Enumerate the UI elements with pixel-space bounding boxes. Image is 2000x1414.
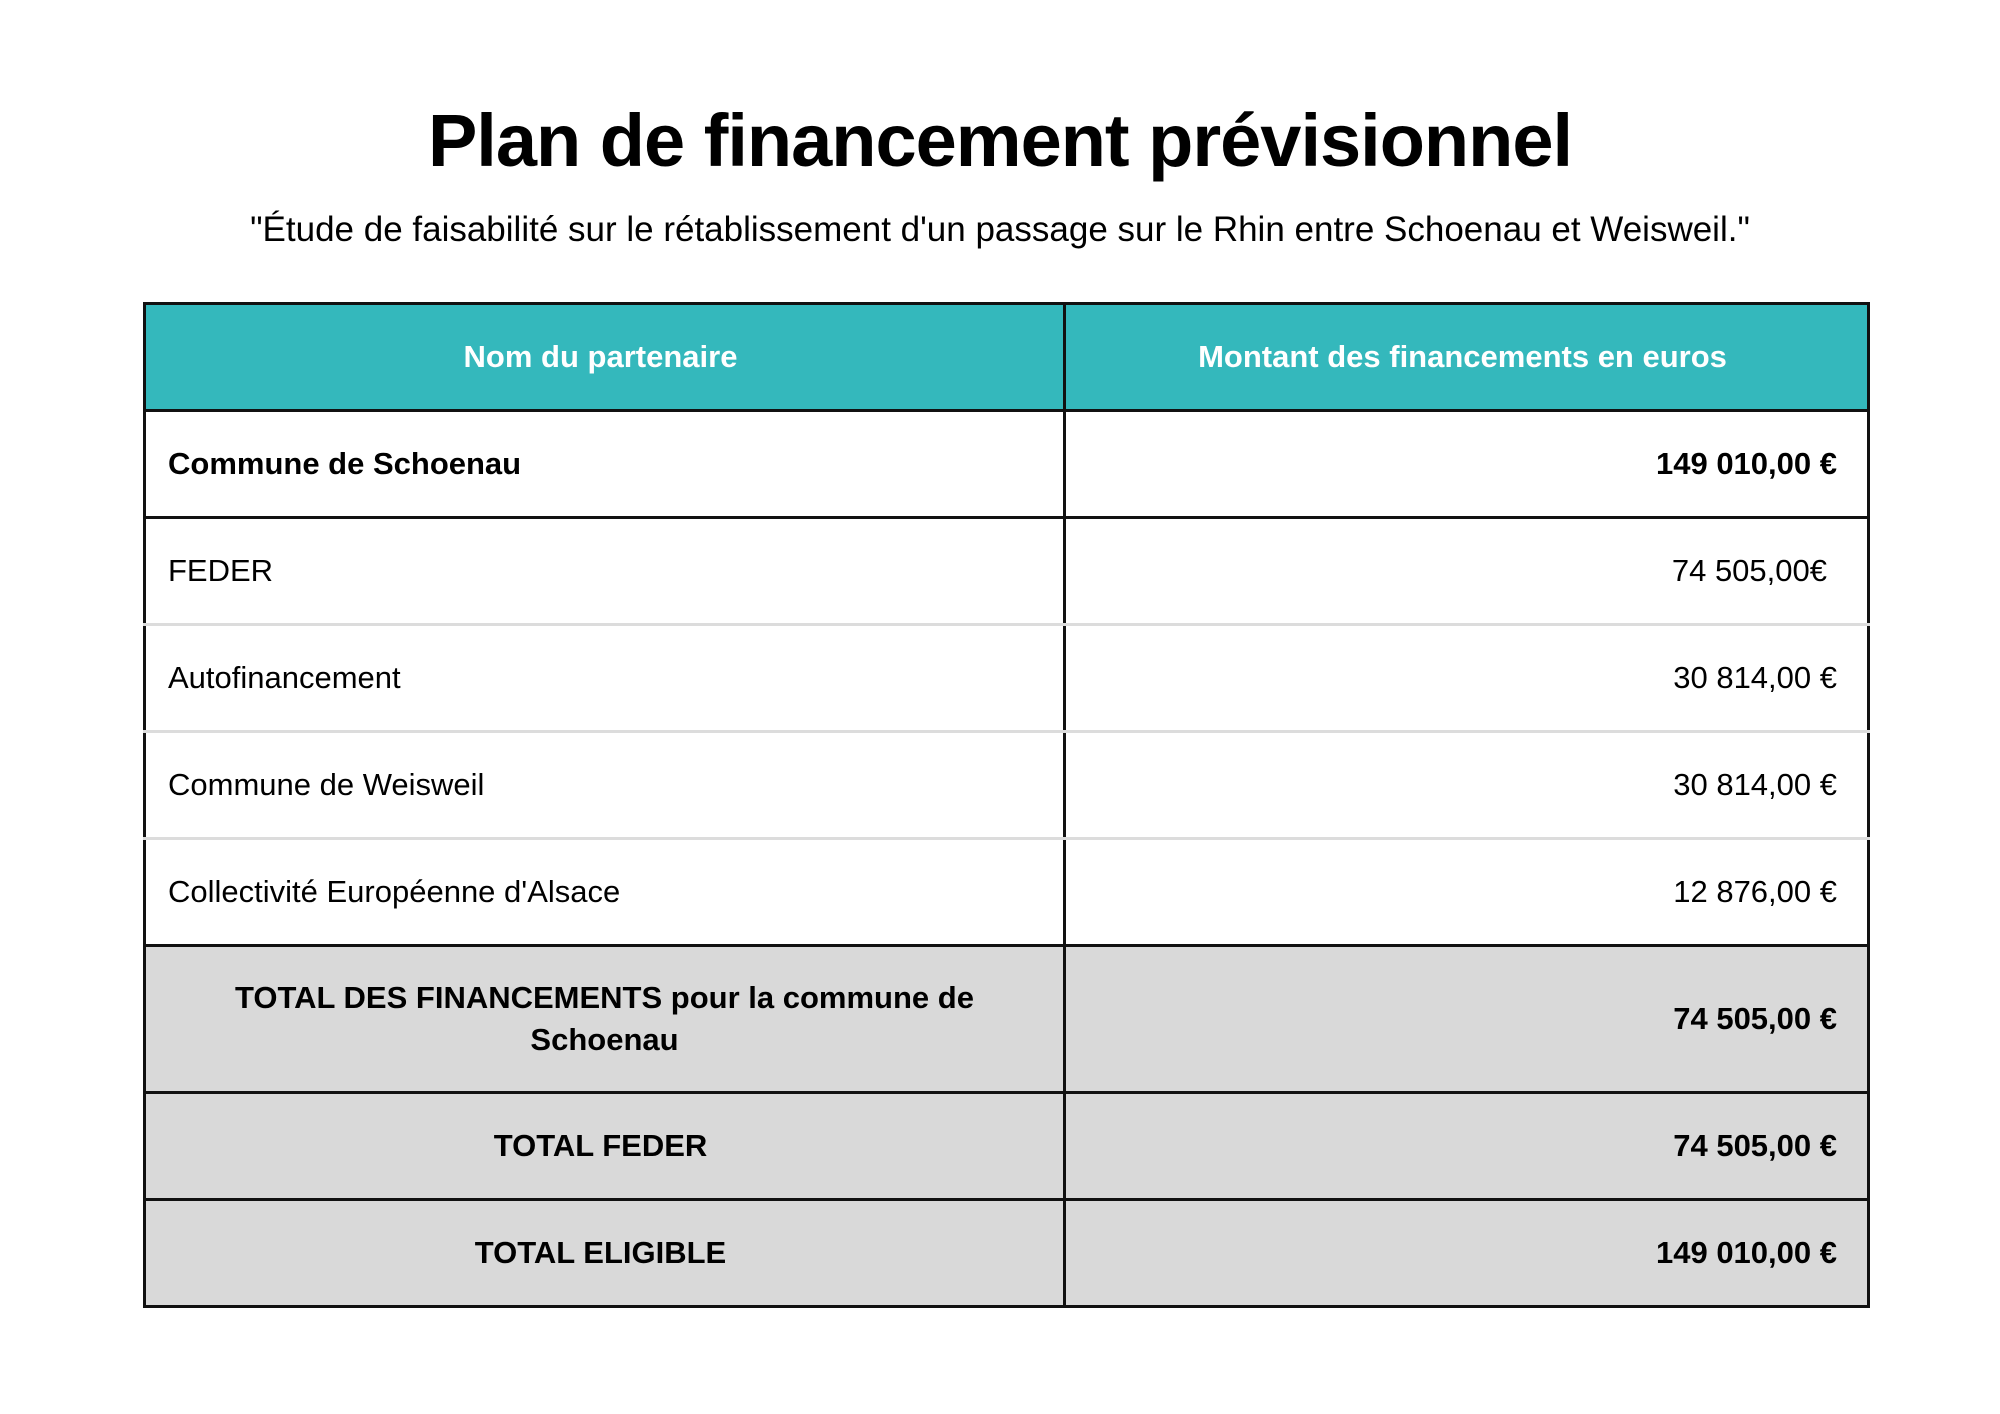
partner-name: FEDER: [145, 518, 1065, 625]
partner-name: Collectivité Européenne d'Alsace: [145, 839, 1065, 946]
partner-amount: 74 505,00€: [1065, 518, 1869, 625]
partner-name: Commune de Schoenau: [145, 411, 1065, 518]
partner-amount: 30 814,00 €: [1065, 732, 1869, 839]
total-row: [145, 946, 1869, 1093]
header-amount: Montant des financements en euros: [1065, 304, 1869, 411]
total-label: TOTAL DES FINANCEMENTS pour la commune de Schoenau: [145, 946, 1065, 1093]
table-row: [145, 732, 1869, 839]
document-subtitle: "Étude de faisabilité sur le rétablissement d'un passage sur le Rhin entre Schoenau et Weisweil.": [250, 210, 1750, 249]
funding-table: [143, 302, 1870, 1308]
partner-name: Commune de Weisweil: [145, 732, 1065, 839]
total-row: [145, 1093, 1869, 1200]
partner-name: Autofinancement: [145, 625, 1065, 732]
total-label: TOTAL ELIGIBLE: [145, 1200, 1065, 1307]
table-row: [145, 518, 1869, 625]
total-label: TOTAL FEDER: [145, 1093, 1065, 1200]
table-row: [145, 839, 1869, 946]
table-header-row: [145, 304, 1869, 411]
table-row: [145, 625, 1869, 732]
table-row: [145, 411, 1869, 518]
partner-amount: 30 814,00 €: [1065, 625, 1869, 732]
total-amount: 149 010,00 €: [1065, 1200, 1869, 1307]
total-amount: 74 505,00 €: [1065, 1093, 1869, 1200]
header-partner: Nom du partenaire: [145, 304, 1065, 411]
total-amount: 74 505,00 €: [1065, 946, 1869, 1093]
partner-amount: 149 010,00 €: [1065, 411, 1869, 518]
document-title: Plan de financement prévisionnel: [427, 99, 1573, 182]
total-row: [145, 1200, 1869, 1307]
partner-amount: 12 876,00 €: [1065, 839, 1869, 946]
